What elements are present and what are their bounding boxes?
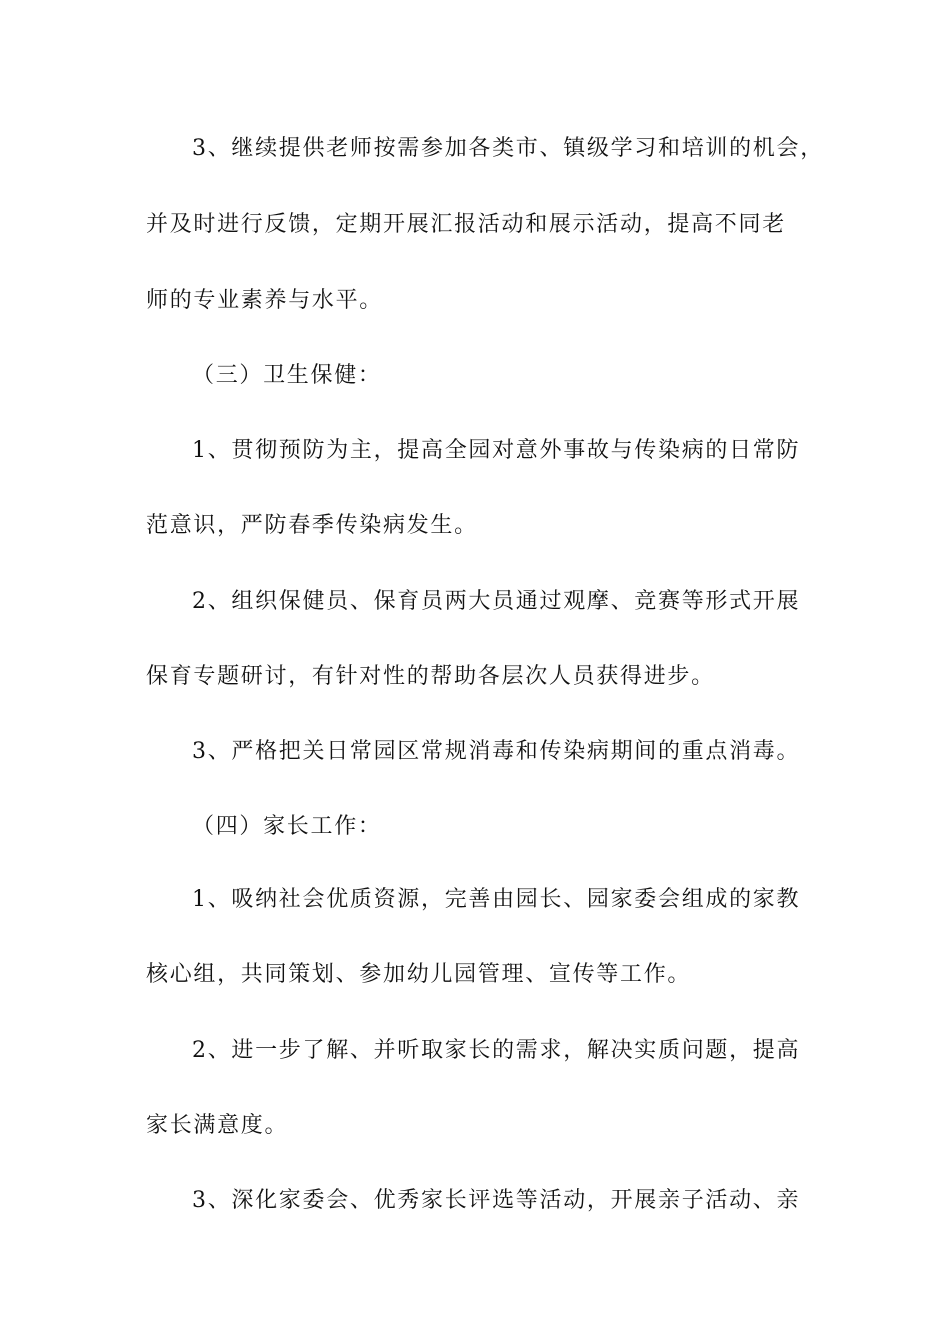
paragraph-parent-item-2-line-2: 家长满意度。 [146,1113,289,1138]
paragraph-health-item-1-line-2: 范意识，严防春季传染病发生。 [146,513,478,538]
paragraph-training-item-3-line-1: 3、继续提供老师按需参加各类市、镇级学习和培训的机会， [192,136,824,161]
paragraph-health-item-3: 3、严格把关日常园区常规消毒和传染病期间的重点消毒。 [192,739,801,764]
paragraph-training-item-3-line-2: 并及时进行反馈，定期开展汇报活动和展示活动，提高不同老 [146,212,786,237]
paragraph-parent-item-2-line-1: 2、进一步了解、并听取家长的需求，解决实质问题，提高 [192,1038,801,1063]
paragraph-parent-item-3-line-1: 3、深化家委会、优秀家长评选等活动，开展亲子活动、亲 [192,1188,801,1213]
paragraph-health-item-2-line-2: 保育专题研讨，有针对性的帮助各层次人员获得进步。 [146,664,715,689]
paragraph-parent-item-1-line-2: 核心组，共同策划、参加幼儿园管理、宣传等工作。 [146,962,692,987]
section-heading-parent-work: （四）家长工作： [192,814,382,839]
paragraph-health-item-1-line-1: 1、贯彻预防为主，提高全园对意外事故与传染病的日常防 [192,438,801,463]
paragraph-parent-item-1-line-1: 1、吸纳社会优质资源，完善由园长、园家委会组成的家教 [192,887,801,912]
paragraph-training-item-3-line-3: 师的专业素养与水平。 [146,288,384,313]
paragraph-health-item-2-line-1: 2、组织保健员、保育员两大员通过观摩、竞赛等形式开展 [192,589,801,614]
section-heading-health-care: （三）卫生保健： [192,363,382,388]
